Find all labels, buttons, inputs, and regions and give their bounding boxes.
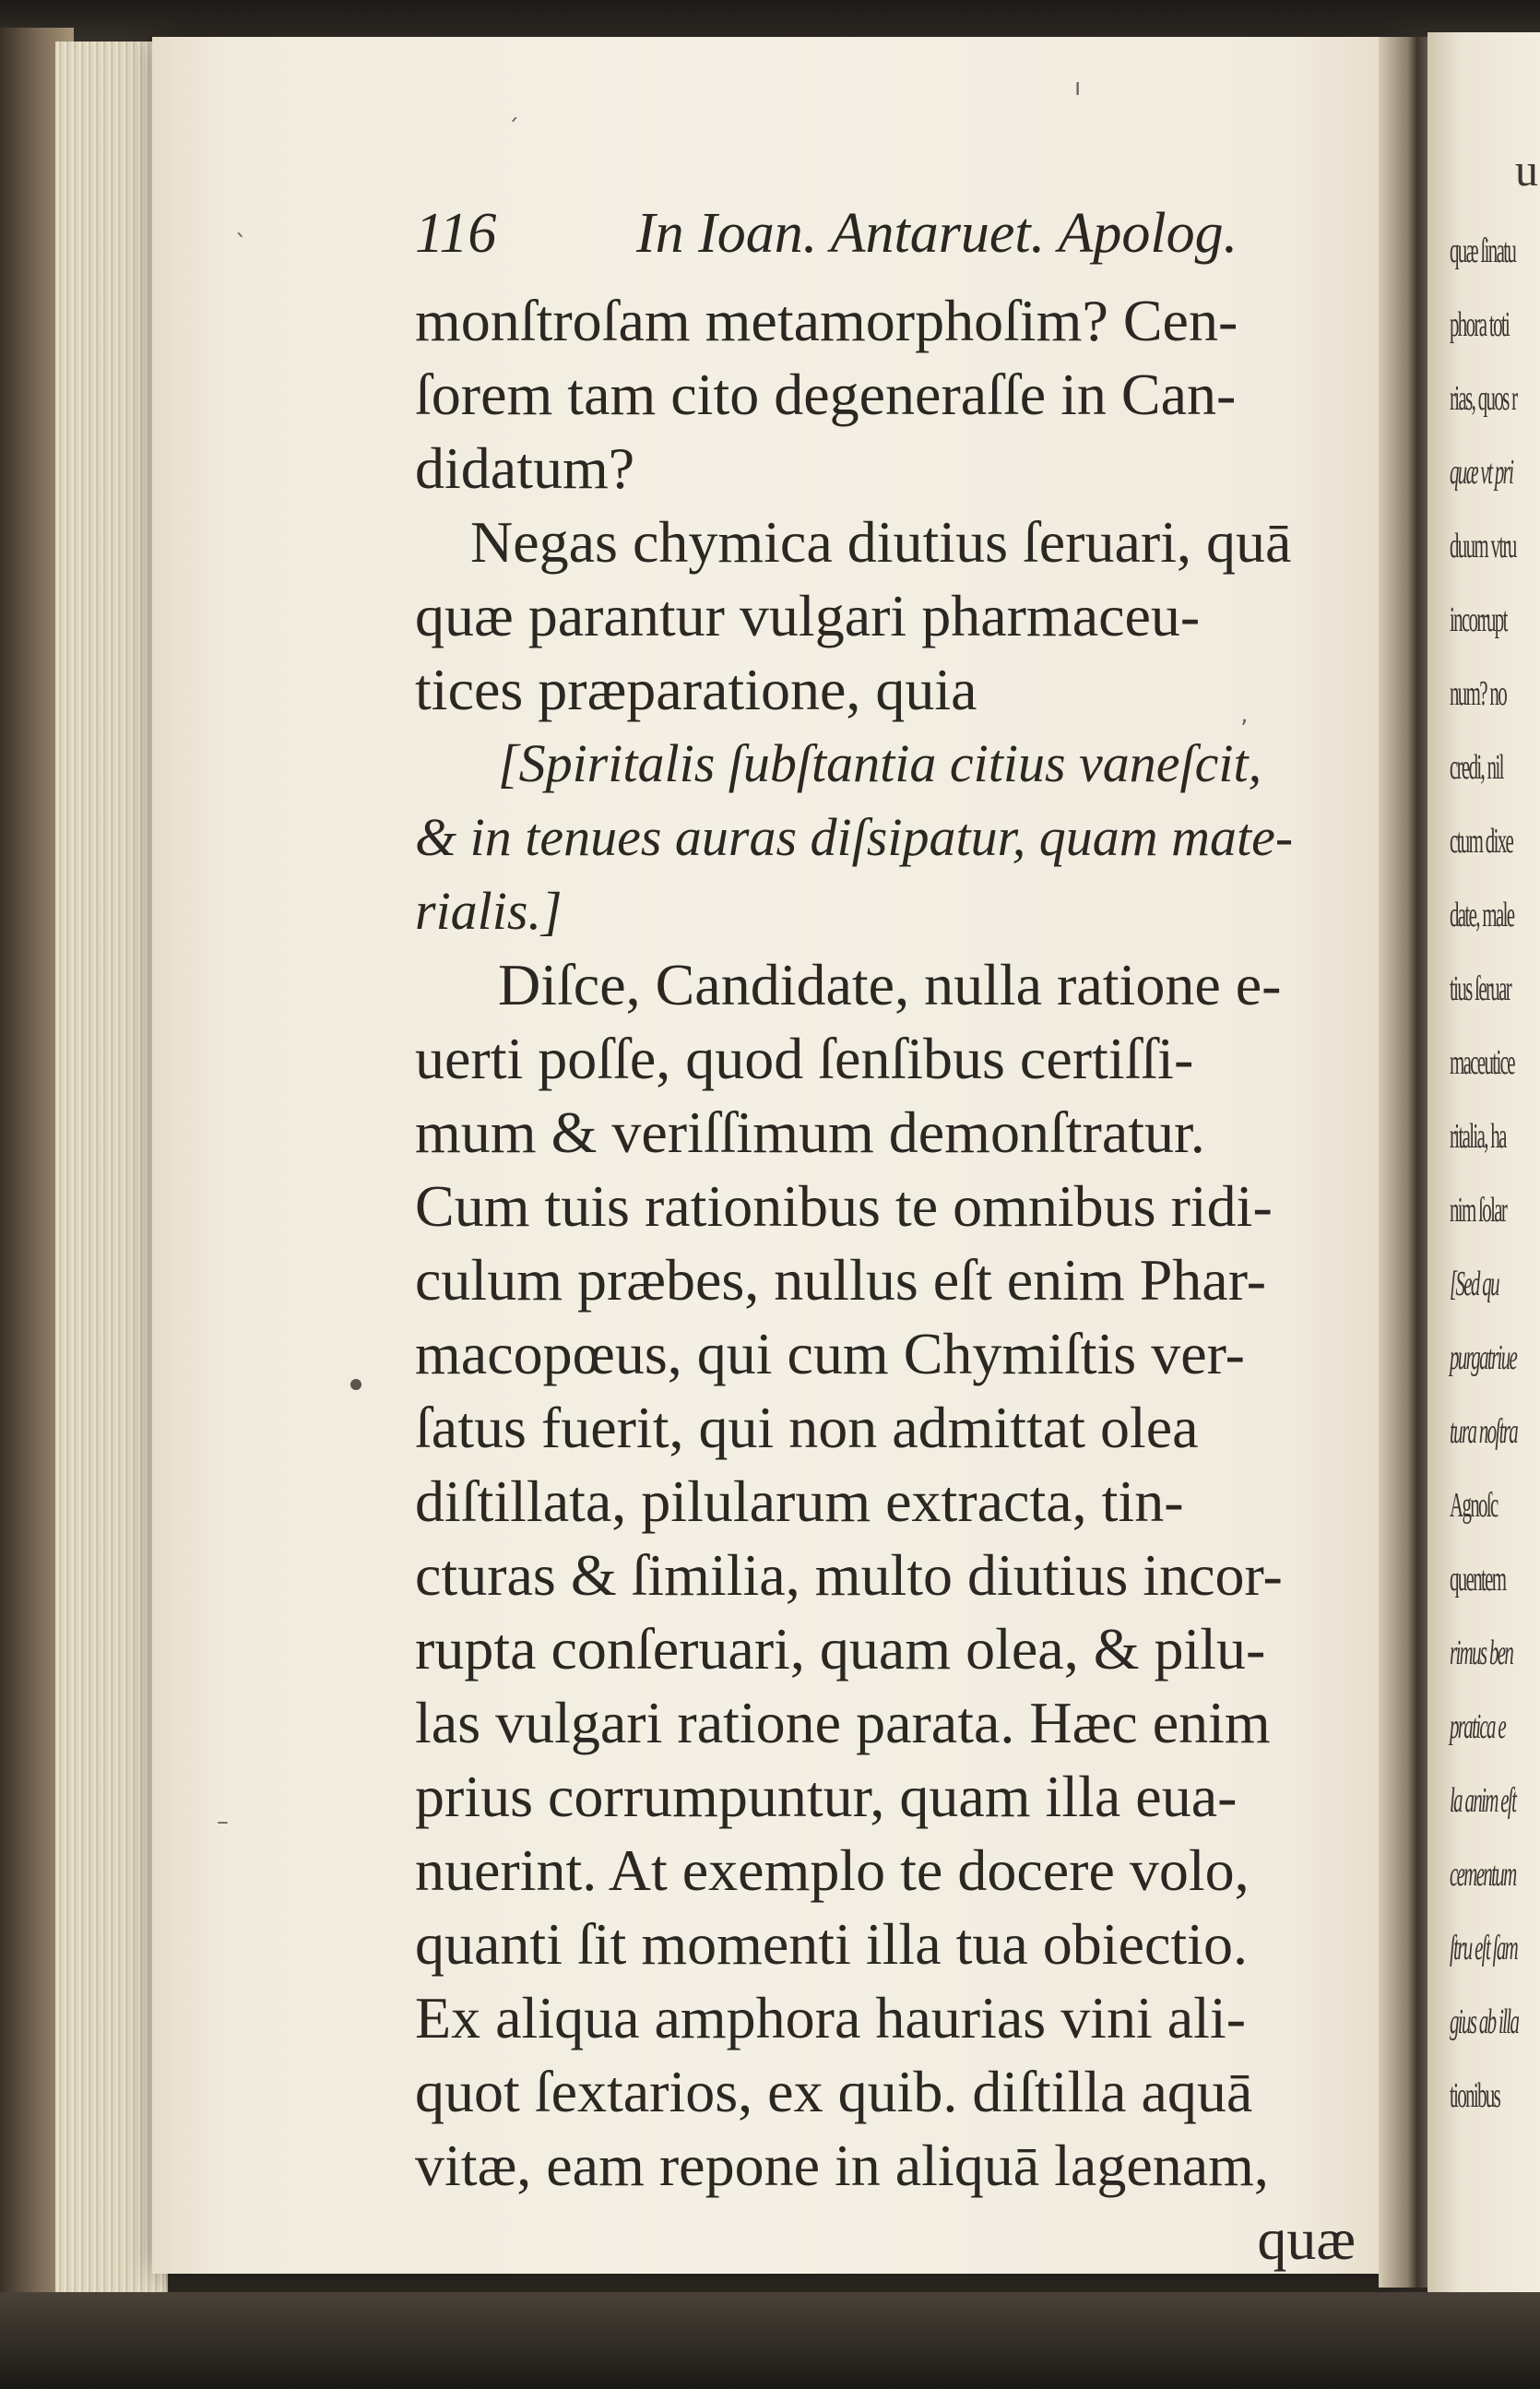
adjacent-page-fragment: rias, quos r: [1450, 379, 1517, 418]
text-line: Diſce, Candidate, nulla ratione e-: [498, 952, 1282, 1017]
text-line: macopœus, qui cum Chymiſtis ver-: [415, 1321, 1245, 1386]
catchword: quæ: [1257, 2206, 1356, 2272]
quoted-line: rialis.]: [415, 881, 563, 941]
running-head: In Ioan. Antaruet. Apolog.: [636, 202, 1238, 265]
text-line: quot ſextarios, ex quib. diſtilla aquā: [415, 2059, 1253, 2124]
text-line: Ex aliqua amphora haurias vini ali-: [415, 1985, 1247, 2050]
text-line: Cum tuis rationibus te omnibus ridi-: [415, 1173, 1273, 1239]
text-line: quæ parantur vulgari pharmaceu-: [415, 583, 1201, 648]
foxing-mark: –: [217, 1808, 229, 1836]
scan-background-bottom: [0, 2292, 1540, 2389]
adjacent-page-fragment: ritalia, ha: [1450, 1117, 1506, 1156]
adjacent-page-strip: [1427, 32, 1540, 2292]
adjacent-page-fragment: gius ab illa: [1450, 2003, 1519, 2041]
text-line: didatum?: [415, 435, 635, 501]
adjacent-page-fragment: quæ vt pri: [1450, 453, 1513, 492]
adjacent-page-fragment: quentem: [1450, 1560, 1506, 1599]
foxing-mark: ‚: [1240, 701, 1249, 729]
adjacent-page-fragment: credi, nil: [1450, 748, 1503, 787]
text-line: culum præbes, nullus eſt enim Phar-: [415, 1247, 1267, 1313]
ink-spot: [350, 1379, 361, 1390]
adjacent-page-fragment: num? no: [1450, 674, 1507, 713]
foxing-mark: ˊ: [507, 115, 519, 143]
text-line: Negas chymica diutius ſeruari, quā: [470, 509, 1292, 575]
text-line: ſatus fuerit, qui non admittat olea: [415, 1395, 1199, 1460]
page-edges: [55, 42, 168, 2292]
adjacent-page-fragment: ctum dixe: [1450, 822, 1513, 861]
adjacent-page-fragment: tionibus: [1450, 2076, 1500, 2115]
adjacent-page-fragment: u: [1515, 144, 1538, 196]
adjacent-page-fragment: pratica e: [1450, 1707, 1506, 1746]
foxing-mark: ˋ: [235, 231, 247, 258]
text-line: uerti poſſe, quod ſenſibus certiſſi-: [415, 1026, 1194, 1091]
quoted-line: [Spiritalis ſubſtantia citius vaneſcit,: [498, 733, 1262, 793]
adjacent-page-fragment: [Sed qu: [1450, 1265, 1499, 1303]
text-line: quanti ſit momenti illa tua obiectio.: [415, 1911, 1248, 1977]
text-line: prius corrumpuntur, quam illa eua-: [415, 1764, 1238, 1829]
adjacent-page-fragment: incorrupt: [1450, 600, 1507, 639]
adjacent-page-fragment: Agnoſc: [1450, 1486, 1498, 1525]
quoted-line: & in tenues auras diſsipatur, quam mate-: [415, 807, 1294, 867]
adjacent-page-fragment: tius ſeruar: [1450, 969, 1511, 1008]
text-line: monſtroſam metamorphoſim? Cen-: [415, 288, 1238, 353]
adjacent-page-fragment: phora toti: [1450, 305, 1510, 344]
page-number: 116: [415, 202, 497, 265]
adjacent-page-fragment: la anim eſt: [1450, 1781, 1516, 1820]
text-line: las vulgari ratione parata. Hæc enim: [415, 1690, 1271, 1755]
adjacent-page-fragment: cementum: [1450, 1855, 1516, 1894]
text-line: ſorem tam cito degeneraſſe in Can-: [415, 362, 1237, 427]
text-line: vitæ, eam repone in aliquā lagenam,: [415, 2133, 1269, 2198]
text-line: mum & veriſſimum demonſtratur.: [415, 1099, 1205, 1165]
text-line: nuerint. At exemplo te docere volo,: [415, 1837, 1250, 1903]
foxing-mark: ı: [1074, 74, 1082, 101]
adjacent-page-fragment: quæ ſinatu: [1450, 232, 1516, 270]
text-line: rupta conſeruari, quam olea, & pilu-: [415, 1616, 1266, 1682]
text-line: diſtillata, pilularum extracta, tin-: [415, 1468, 1184, 1534]
adjacent-page-fragment: nim ſolar: [1450, 1191, 1507, 1230]
adjacent-page-fragment: tura noſtra: [1450, 1412, 1518, 1451]
text-line: tices præparatione, quia: [415, 657, 977, 722]
adjacent-page-fragment: ſtru eſt ſam: [1450, 1929, 1518, 1967]
adjacent-page-fragment: duum vtru: [1450, 527, 1516, 565]
adjacent-page-fragment: maceutice: [1450, 1043, 1514, 1082]
adjacent-page-fragment: rimus ben: [1450, 1634, 1513, 1672]
adjacent-page-fragment: purgatriue: [1450, 1338, 1517, 1377]
adjacent-page-fragment: date, male: [1450, 896, 1514, 934]
text-line: cturas & ſimilia, multo diutius incor-: [415, 1542, 1283, 1608]
